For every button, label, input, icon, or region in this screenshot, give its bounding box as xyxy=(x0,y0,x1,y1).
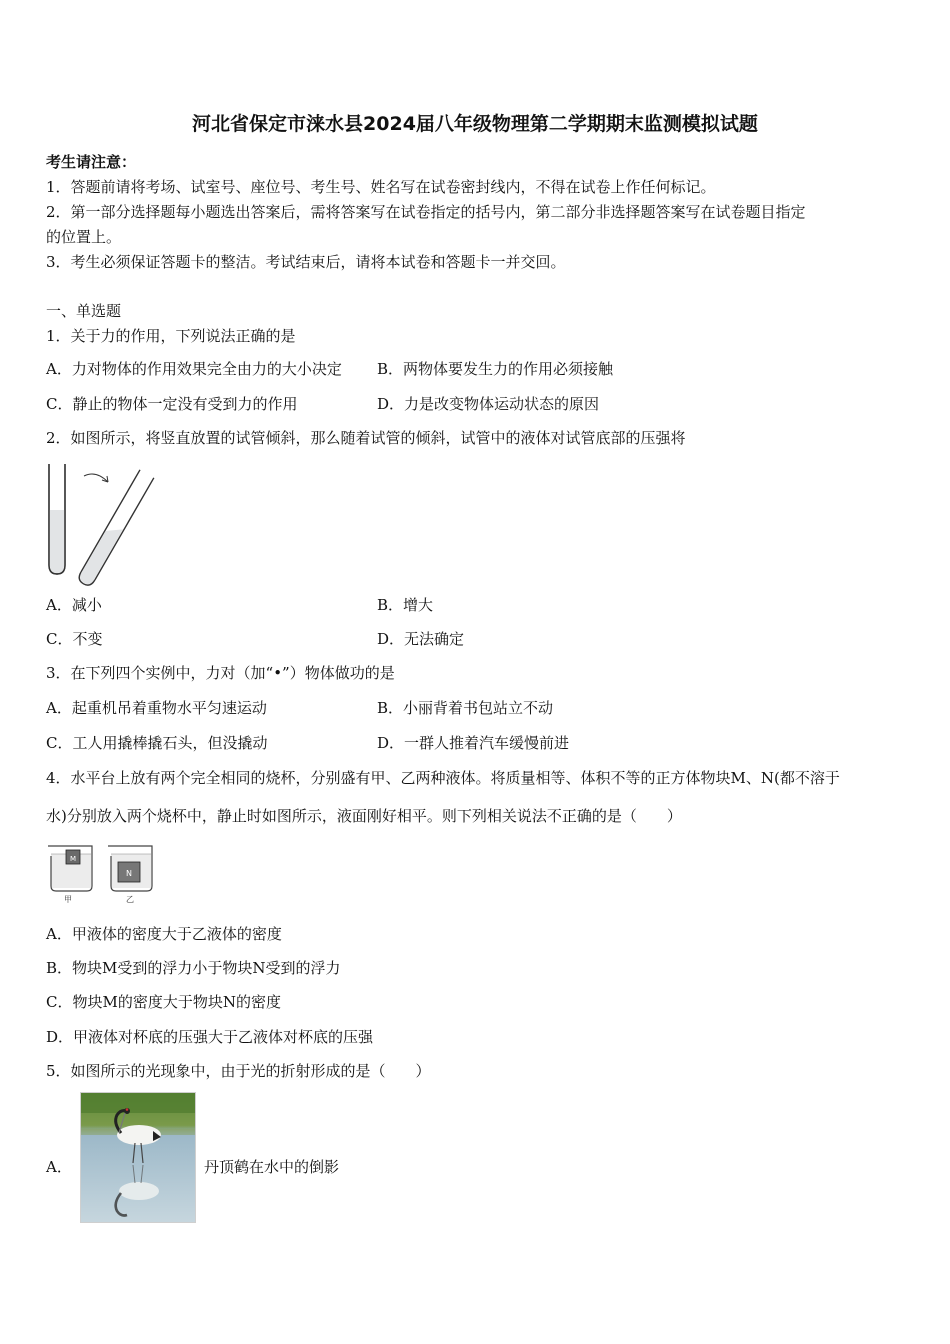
q2-option-b: B．增大 xyxy=(377,596,434,614)
q4-option-d: D．甲液体对杯底的压强大于乙液体对杯底的压强 xyxy=(46,1028,374,1046)
q3-option-d: D．一群人推着汽车缓慢前进 xyxy=(377,734,570,752)
beakers-figure xyxy=(46,842,158,906)
beaker-1-label: 甲 xyxy=(64,895,72,904)
q2-option-c: C．不变 xyxy=(46,630,103,648)
q3-stem: 3．在下列四个实例中，力对（加“•”）物体做功的是 xyxy=(46,664,395,682)
q4-option-b: B．物块M受到的浮力小于物块N受到的浮力 xyxy=(46,959,341,977)
notice-item-1: 1．答题前请将考场、试室号、座位号、考生号、姓名写在试卷密封线内，不得在试卷上作任何标记。 xyxy=(46,178,716,196)
notice-item-2-cont: 的位置上。 xyxy=(46,228,122,246)
crane-reflection-photo xyxy=(80,1092,196,1223)
q5-option-a-caption: 丹顶鹤在水中的倒影 xyxy=(204,1158,340,1176)
q5-stem: 5．如图所示的光现象中，由于光的折射形成的是（ ） xyxy=(46,1062,431,1080)
q1-option-a: A．力对物体的作用效果完全由力的大小决定 xyxy=(46,360,342,378)
q3-option-c: C．工人用撬棒撬石头，但没撬动 xyxy=(46,734,268,752)
q1-option-b: B．两物体要发生力的作用必须接触 xyxy=(377,360,614,378)
q4-option-a: A．甲液体的密度大于乙液体的密度 xyxy=(46,925,282,943)
notice-item-3: 3．考生必须保证答题卡的整洁。考试结束后，请将本试卷和答题卡一并交回。 xyxy=(46,253,566,271)
block-m-label: M xyxy=(69,855,77,863)
q1-option-c: C．静止的物体一定没有受到力的作用 xyxy=(46,395,298,413)
q5-option-a-letter: A． xyxy=(46,1158,72,1176)
q3-option-a: A．起重机吊着重物水平匀速运动 xyxy=(46,699,267,717)
q1-option-d: D．力是改变物体运动状态的原因 xyxy=(377,395,600,413)
q2-option-d: D．无法确定 xyxy=(377,630,465,648)
q1-stem: 1．关于力的作用，下列说法正确的是 xyxy=(46,327,296,345)
q4-option-c: C．物块M的密度大于物块N的密度 xyxy=(46,993,281,1011)
q3-option-b: B．小丽背着书包站立不动 xyxy=(377,699,554,717)
block-n-label: N xyxy=(126,869,132,878)
q4-stem-line1: 4．水平台上放有两个完全相同的烧杯，分别盛有甲、乙两种液体。将质量相等、体积不等的正方体物块M、N(都不溶于 xyxy=(46,769,840,787)
q2-option-a: A．减小 xyxy=(46,596,102,614)
page-title: 河北省保定市涞水县2024届八年级物理第二学期期末监测模拟试题 xyxy=(192,113,758,135)
notice-item-2: 2．第一部分选择题每小题选出答案后，需将答案写在试卷指定的括号内，第二部分非选择题答案写在试卷题目指定 xyxy=(46,203,806,221)
q4-stem-line2: 水)分别放入两个烧杯中，静止时如图所示，液面刚好相平。则下列相关说法不正确的是（ ） xyxy=(46,807,682,825)
section-heading: 一、单选题 xyxy=(46,302,122,320)
test-tube-figure xyxy=(44,462,144,578)
q2-stem: 2．如图所示，将竖直放置的试管倾斜，那么随着试管的倾斜，试管中的液体对试管底部的压强将 xyxy=(46,429,686,447)
notice-heading: 考生请注意： xyxy=(46,153,137,171)
beaker-2-label: 乙 xyxy=(126,895,134,904)
